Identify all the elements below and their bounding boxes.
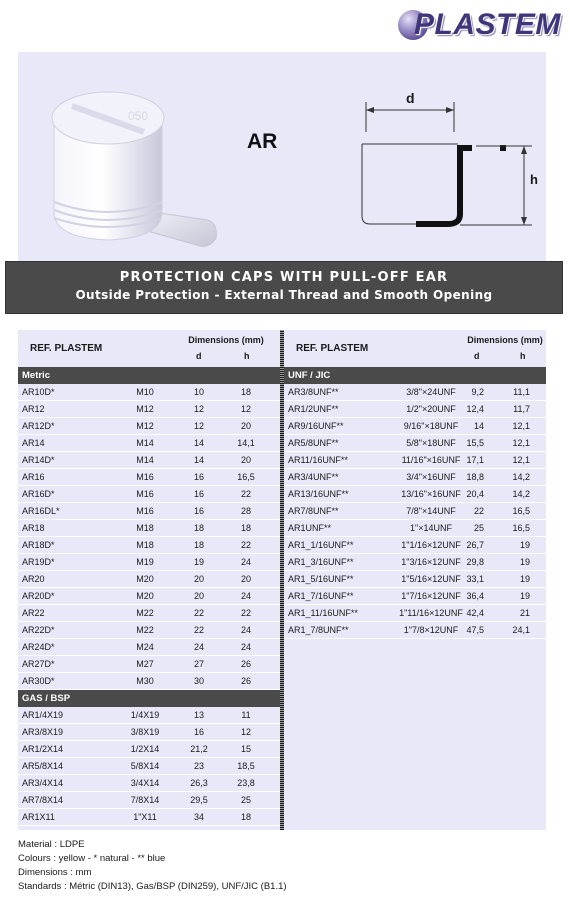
table-row	[18, 401, 280, 418]
h-header: h	[520, 351, 526, 361]
thread-cell: 7/8"×14UNF	[406, 506, 456, 516]
thread-cell: M27	[136, 659, 154, 669]
ref-cell: AR3/8UNF**	[288, 387, 339, 397]
d-cell: 21,2	[190, 744, 208, 754]
d-header: d	[474, 351, 480, 361]
table-right-body	[284, 367, 546, 639]
table-row	[18, 809, 280, 826]
ref-cell: AR1/2UNF**	[288, 404, 339, 414]
d-cell: 16	[193, 489, 204, 499]
ref-cell: AR1_5/16UNF**	[288, 574, 354, 584]
table-row	[284, 384, 546, 401]
d-cell: 16	[193, 506, 204, 516]
ref-cell: AR1_3/16UNF**	[288, 557, 354, 567]
d-cell: 16	[193, 472, 204, 482]
ref-cell: AR18D*	[22, 540, 55, 550]
d-cell: 12	[193, 421, 204, 431]
h-cell: 22	[240, 540, 251, 550]
h-cell: 26	[240, 676, 251, 686]
thread-cell: 3/8X19	[130, 727, 160, 737]
h-cell: 21	[519, 608, 530, 618]
ref-cell: AR3/8X19	[22, 727, 64, 737]
d-cell: 16	[193, 727, 204, 737]
table-row	[284, 537, 546, 554]
banner-subtitle: Outside Protection - External Thread and Smooth Opening	[75, 288, 493, 302]
ref-header: REF. PLASTEM	[30, 343, 103, 354]
thread-cell: M22	[136, 608, 154, 618]
thread-cell: M12	[136, 421, 154, 431]
ref-cell: AR7/8X14	[22, 795, 64, 805]
section-header: Metric	[18, 367, 280, 384]
d-cell: 19	[193, 557, 204, 567]
table-row	[18, 707, 280, 724]
h-cell: 20	[240, 574, 251, 584]
table-row	[18, 537, 280, 554]
table-row	[284, 435, 546, 452]
d-cell: 26,3	[190, 778, 208, 788]
table-right-column	[284, 330, 546, 639]
d-cell: 15,5	[466, 438, 484, 448]
d-cell: 12	[193, 404, 204, 414]
thread-cell: 1/2X14	[130, 744, 160, 754]
d-cell: 25	[473, 523, 484, 533]
dimension-h-label: h	[530, 172, 538, 187]
table-row	[284, 452, 546, 469]
table-row	[18, 571, 280, 588]
banner-title: PROTECTION CAPS WITH PULL-OFF EAR	[119, 270, 449, 285]
table-row	[18, 384, 280, 401]
table-row	[284, 554, 546, 571]
h-cell: 12,1	[512, 421, 530, 431]
thread-cell: 13/16"×16UNF	[401, 489, 461, 499]
h-cell: 16,5	[512, 506, 530, 516]
table-row	[18, 605, 280, 622]
table-row	[18, 758, 280, 775]
d-cell: 33,1	[466, 574, 484, 584]
table-row	[18, 503, 280, 520]
h-cell: 12	[240, 727, 251, 737]
ref-cell: AR10D*	[22, 387, 55, 397]
table-row	[284, 418, 546, 435]
h-cell: 18	[240, 812, 251, 822]
dimension-d-label: d	[406, 90, 415, 106]
d-cell: 13	[193, 710, 204, 720]
d-cell: 14	[193, 438, 204, 448]
table-row	[284, 588, 546, 605]
ref-cell: AR16	[22, 472, 45, 482]
thread-cell: M20	[136, 574, 154, 584]
table-row	[18, 554, 280, 571]
ref-cell: AR20D*	[22, 591, 55, 601]
ref-cell: AR1_7/8UNF**	[288, 625, 349, 635]
table-row	[18, 469, 280, 486]
dimensions-note: Dimensions : mm	[18, 867, 92, 878]
table-row	[284, 486, 546, 503]
table-row	[18, 418, 280, 435]
plastem-logo	[398, 8, 564, 42]
thread-cell: M22	[136, 625, 154, 635]
h-cell: 11,1	[513, 387, 530, 397]
thread-cell: 1"7/16×12UNF	[401, 591, 461, 601]
thread-cell: 9/16"×18UNF	[403, 421, 459, 431]
thread-cell: 7/8X14	[130, 795, 160, 805]
ref-cell: AR1_1/16UNF**	[288, 540, 354, 550]
h-cell: 24	[240, 625, 251, 635]
table-row	[284, 622, 546, 639]
ref-cell: AR1_7/16UNF**	[288, 591, 354, 601]
d-cell: 23	[193, 761, 204, 771]
d-cell: 27	[193, 659, 204, 669]
d-cell: 24	[193, 642, 204, 652]
d-cell: 22	[193, 625, 204, 635]
ref-cell: AR18	[22, 523, 45, 533]
product-cap-image	[32, 62, 228, 258]
ref-cell: AR24D*	[22, 642, 55, 652]
material-note: Material : LDPE	[18, 839, 85, 850]
h-header: h	[244, 351, 250, 361]
ref-cell: AR5/8UNF**	[288, 438, 339, 448]
table-row	[18, 673, 280, 690]
h-cell: 26	[240, 659, 251, 669]
dimensions-table	[18, 330, 546, 830]
table-row	[18, 520, 280, 537]
section-header: UNF / JIC	[284, 367, 546, 384]
table-row	[18, 656, 280, 673]
h-cell: 12	[240, 404, 251, 414]
thread-cell: M16	[136, 506, 154, 516]
thread-cell: M16	[136, 489, 154, 499]
standards-note: Standards : Métric (DIN13), Gas/BSP (DIN259), UNF/JIC (B1.1)	[18, 881, 287, 892]
d-cell: 26,7	[466, 540, 484, 550]
ref-cell: AR1_11/16UNF**	[288, 608, 358, 618]
thread-cell: 11/16"×16UNF	[401, 455, 461, 465]
ref-cell: AR14D*	[22, 455, 55, 465]
ref-header: REF. PLASTEM	[296, 343, 369, 354]
ref-cell: AR11/16UNF**	[288, 455, 348, 465]
thread-cell: M19	[136, 557, 154, 567]
table-row	[284, 520, 546, 537]
h-cell: 24	[240, 642, 251, 652]
h-cell: 12,1	[512, 455, 530, 465]
ref-cell: AR12	[22, 404, 45, 414]
d-cell: 12,4	[466, 404, 484, 414]
d-cell: 9,2	[471, 387, 484, 397]
d-header: d	[196, 351, 202, 361]
h-cell: 19	[519, 574, 530, 584]
thread-cell: M14	[136, 438, 154, 448]
h-cell: 25	[240, 795, 251, 805]
title-banner	[5, 261, 563, 314]
h-cell: 18,5	[237, 761, 255, 771]
ref-cell: AR1/2X14	[22, 744, 64, 754]
d-cell: 17,1	[466, 455, 484, 465]
table-header	[18, 330, 280, 367]
h-cell: 18	[240, 387, 251, 397]
ref-cell: AR16D*	[22, 489, 55, 499]
ref-cell: AR12D*	[22, 421, 55, 431]
h-cell: 19	[519, 591, 530, 601]
d-cell: 18	[193, 523, 204, 533]
h-cell: 11	[241, 710, 251, 720]
d-cell: 20	[193, 591, 204, 601]
thread-cell: M20	[136, 591, 154, 601]
table-row	[18, 775, 280, 792]
technical-drawing	[336, 82, 546, 262]
thread-cell: 1"11/16×12UNF	[399, 608, 463, 618]
table-row	[284, 469, 546, 486]
ref-cell: AR5/8X14	[22, 761, 64, 771]
h-cell: 16,5	[512, 523, 530, 533]
d-cell: 29,5	[190, 795, 208, 805]
d-cell: 14	[193, 455, 204, 465]
svg-text:050: 050	[128, 109, 149, 123]
h-cell: 23,8	[237, 778, 255, 788]
dimensions-header: Dimensions (mm)	[188, 335, 264, 345]
thread-cell: 3/4"×16UNF	[406, 472, 456, 482]
ref-cell: AR30D*	[22, 676, 55, 686]
thread-cell: M18	[136, 540, 154, 550]
table-row	[18, 639, 280, 656]
thread-cell: 3/4X14	[130, 778, 160, 788]
thread-cell: 1"7/8×12UNF	[403, 625, 459, 635]
logo-text: PLASTEM	[414, 8, 561, 41]
ref-cell: AR27D*	[22, 659, 55, 669]
h-cell: 19	[519, 540, 530, 550]
h-cell: 15	[240, 744, 251, 754]
thread-cell: M24	[136, 642, 154, 652]
thread-cell: 1"X11	[133, 812, 157, 822]
table-row	[18, 741, 280, 758]
table-left-body	[18, 367, 280, 826]
d-cell: 18,8	[466, 472, 484, 482]
table-row	[18, 588, 280, 605]
table-row	[284, 571, 546, 588]
ref-cell: AR1UNF**	[288, 523, 332, 533]
thread-cell: 1/2"×20UNF	[406, 404, 456, 414]
d-cell: 30	[193, 676, 204, 686]
thread-cell: M12	[136, 404, 154, 414]
ref-cell: AR22D*	[22, 625, 55, 635]
d-cell: 22	[473, 506, 484, 516]
table-row	[18, 452, 280, 469]
h-cell: 18	[240, 523, 251, 533]
section-header: GAS / BSP	[18, 690, 280, 707]
table-row	[18, 486, 280, 503]
h-cell: 28	[240, 506, 251, 516]
h-cell: 16,5	[237, 472, 255, 482]
d-cell: 14	[473, 421, 484, 431]
table-row	[18, 622, 280, 639]
ref-cell: AR3/4X14	[22, 778, 64, 788]
table-row	[284, 605, 546, 622]
table-row	[18, 435, 280, 452]
product-hero	[18, 52, 546, 262]
colours-note: Colours : yellow - * natural - ** blue	[18, 853, 166, 864]
product-notes	[18, 838, 287, 894]
thread-cell: M16	[136, 472, 154, 482]
thread-cell: 5/8X14	[130, 761, 160, 771]
d-cell: 47,5	[466, 625, 484, 635]
d-cell: 36,4	[466, 591, 484, 601]
thread-cell: 5/8"×18UNF	[406, 438, 456, 448]
ref-cell: AR7/8UNF**	[288, 506, 339, 516]
table-left-column	[18, 330, 280, 826]
thread-cell: 1"3/16×12UNF	[401, 557, 461, 567]
h-cell: 24	[240, 557, 251, 567]
d-cell: 20,4	[466, 489, 484, 499]
ref-cell: AR16DL*	[22, 506, 60, 516]
h-cell: 14,2	[512, 489, 530, 499]
ref-cell: AR19D*	[22, 557, 55, 567]
d-cell: 10	[193, 387, 204, 397]
dimensions-header: Dimensions (mm)	[467, 335, 543, 345]
d-cell: 20	[193, 574, 204, 584]
table-row	[284, 503, 546, 520]
ref-cell: AR3/4UNF**	[288, 472, 339, 482]
thread-cell: M18	[136, 523, 154, 533]
table-row	[18, 724, 280, 741]
thread-cell: 1"×14UNF	[410, 523, 452, 533]
h-cell: 14,2	[512, 472, 530, 482]
thread-cell: 1/4X19	[130, 710, 160, 720]
ref-cell: AR1/4X19	[22, 710, 64, 720]
h-cell: 20	[240, 421, 251, 431]
ref-cell: AR20	[22, 574, 45, 584]
product-reference: AR	[247, 130, 278, 153]
d-cell: 29,8	[466, 557, 484, 567]
table-row	[284, 401, 546, 418]
d-cell: 42,4	[466, 608, 484, 618]
thread-cell: 3/8"×24UNF	[406, 387, 456, 397]
h-cell: 24,1	[512, 625, 530, 635]
ref-cell: AR14	[22, 438, 45, 448]
d-cell: 22	[193, 608, 204, 618]
h-cell: 19	[519, 557, 530, 567]
h-cell: 24	[240, 591, 251, 601]
thread-cell: 1"5/16×12UNF	[401, 574, 461, 584]
h-cell: 14,1	[237, 438, 255, 448]
d-cell: 18	[193, 540, 204, 550]
h-cell: 22	[240, 608, 251, 618]
h-cell: 20	[240, 455, 251, 465]
thread-cell: 1"1/16×12UNF	[401, 540, 461, 550]
table-row	[18, 792, 280, 809]
h-cell: 22	[240, 489, 251, 499]
h-cell: 11,7	[513, 404, 530, 414]
ref-cell: AR9/16UNF**	[288, 421, 344, 431]
h-cell: 12,1	[512, 438, 530, 448]
ref-cell: AR13/16UNF**	[288, 489, 349, 499]
thread-cell: M10	[136, 387, 154, 397]
ref-cell: AR1X11	[22, 812, 55, 822]
thread-cell: M30	[136, 676, 154, 686]
thread-cell: M14	[136, 455, 154, 465]
d-cell: 34	[193, 812, 204, 822]
table-header	[284, 330, 546, 367]
ref-cell: AR22	[22, 608, 45, 618]
